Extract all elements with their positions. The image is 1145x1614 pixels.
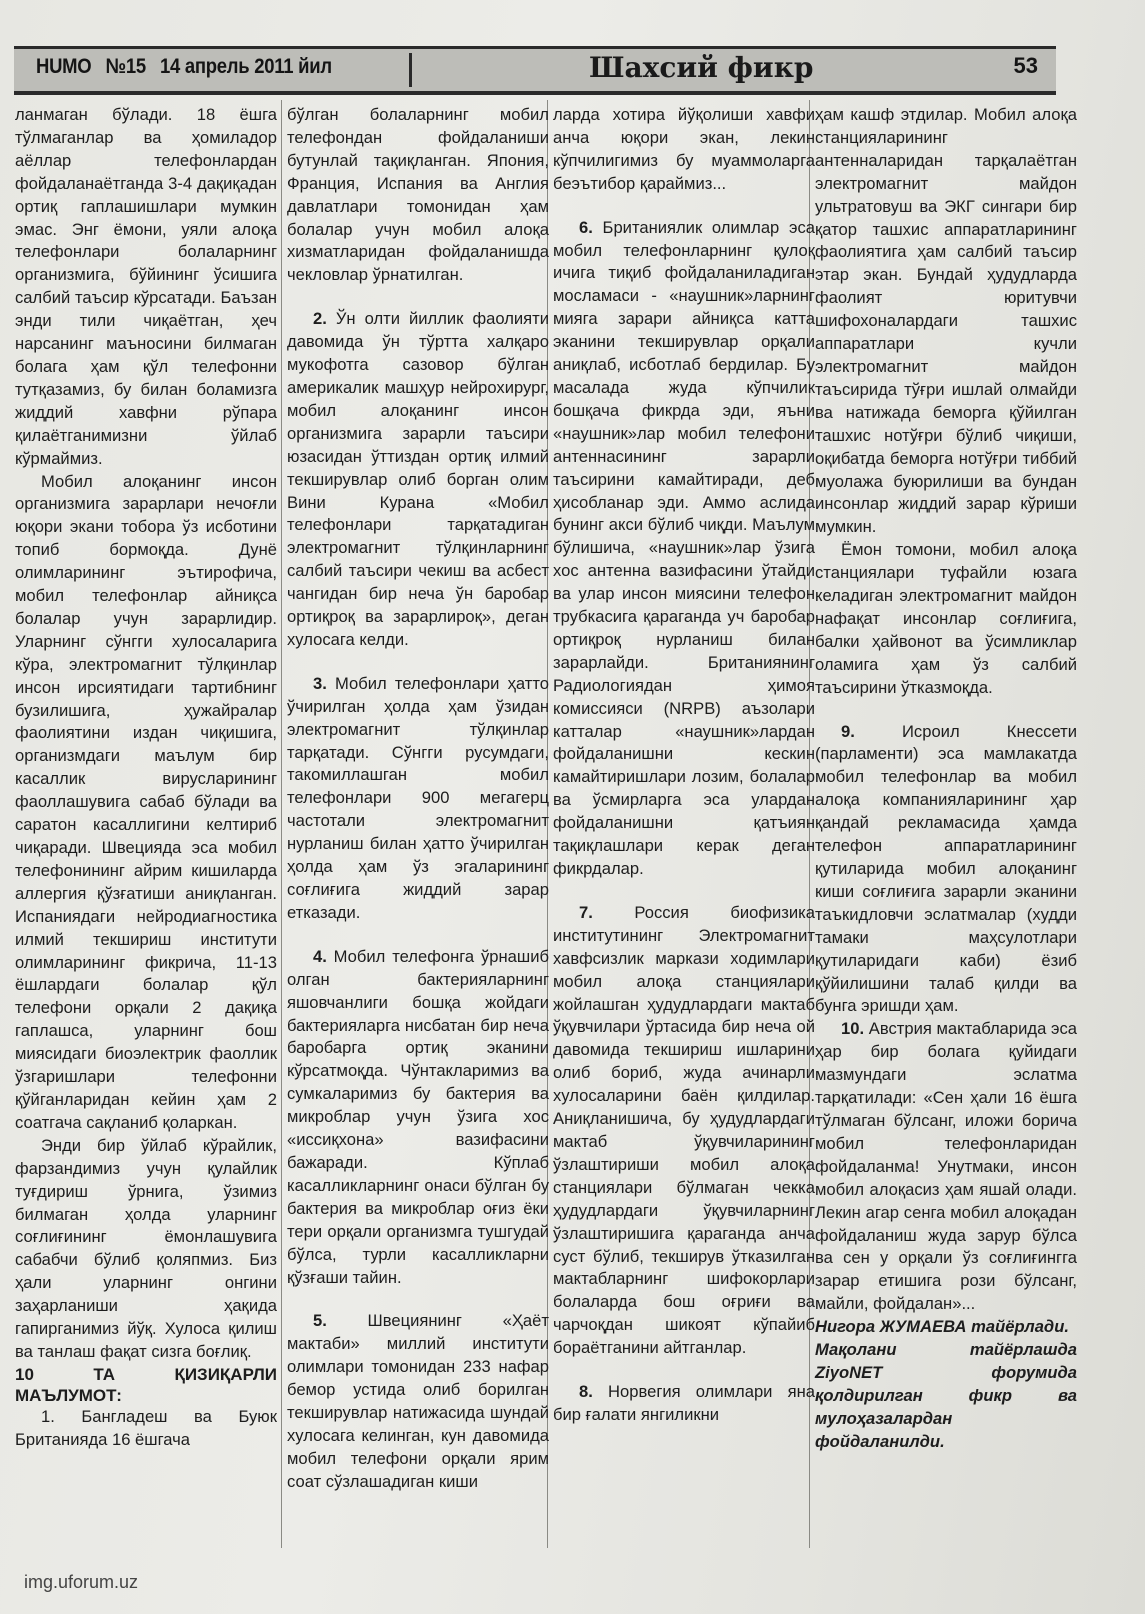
fact-item: 5. Швециянинг «Ҳаёт мактаби» миллий институти олимлари томонидан 233 нафар бемор устида олиб борилган текширувлар натижасида шундай хулосага келинган, кун давомида мобил телефони орқали ярим соат сўзлашадиган киши (287, 1311, 549, 1491)
brand-name: HUMO (36, 55, 92, 78)
item-number: 9. (841, 721, 855, 741)
item-number: 8. (579, 1382, 593, 1402)
paragraph: ланмаган бўлади. 18 ёшга тўлмаганлар ва ҳомиладор аёллар телефонлардан фойдаланаётганда 3-4 дақиқадан ортиқ гаплашишлари мумкин эмас. Энг ёмони, уяли алоқа телефонлари болаларнинг организмига, бўйининг ўсишига салбий таъсир кўрсатади. Баъзан энди тили чиқаётган, ҳеч нарсанинг маъносини билмаган болага ҳам қўл телефонни тутқазамиз, бу билан боламизга жиддий хавфни рўпара қилаётганимизни ўйлаб кўрмаймиз. (15, 105, 277, 468)
article-column-3 (553, 104, 815, 1427)
item-number: 3. (313, 673, 327, 693)
fact-item: 10. Австрия мактабларида эса ҳар бир болага қуйидаги мазмундаги эслатма тарқатилади: «Сен ҳали 16 ёшга тўлмаган бўлсанг, иложи борича мобил телефонларидан фойдаланма! Унутмаки, инсон мобил алоқасиз ҳам яшай олади. Лекин агар сенга мобил алоқадан фойдаланиш жуда зарур бўлса ва сен у орқали ўз соғлиғингга зарар етишига рози бўлсанг, майли, фойдалан»... (815, 1019, 1077, 1314)
author-signature: Нигора ЖУМАЕВА тайёрлади. (815, 1317, 1069, 1337)
paragraph: Мобил алоқанинг инсон организмига зарарлари нечоғли юқори экани тобора ўз исботини топиб бормоқда. Дунё олимларининг эътирофича, мобил телефонлар айниқса болалар учун зарарлидир. Уларнинг сўнгги хулосаларига кўра, электромагнит тўлқинлар инсон ирсиятидаги тартибнинг бузилишига, ҳужайралар фаолиятини издан чиқишига, организмдаги маълум бир касаллик вирусларининг фаоллашувига сабаб бўлади ва саратон касаллигини келтириб чиқаради. Швецияда эса мобил телефонининг айрим кишиларда аллергия қўзғатиши аниқланган. Испаниядаги нейродиагностика илмий текшириш институти олимларининг фикрича, 11-13 ёшлардаги болалар қўл телефони орқали 2 дақиқа гаплашса, уларнинг бош миясидаги биоэлектрик фаоллик ўзгаришлари телефонни қўйганларидан кейин ҳам 2 соатгача сақланиб қоларкан. (15, 471, 277, 1132)
article-column-2 (287, 104, 549, 1494)
header-divider (409, 53, 412, 87)
issue-info (36, 55, 346, 79)
fact-item: 3. Мобил телефонлари ҳатто ўчирилган ҳолда ҳам ўзидан электромагнит тўлқинлар тарқатади. Сўнгги русумдаги, такомиллашган мобил телефонлари 900 мегагерц частотали электромагнит нурланиш билан ҳатто ўчирилган ҳолда ҳам ўз эгаларининг соғлиғига жиддий зарар етказади. (287, 673, 549, 922)
article-column-1 (15, 104, 277, 1452)
paragraph: ҳам кашф этдилар. Мобил алоқа станцияларининг антенналаридан тарқалаётган электромагнит майдон ультратовуш ва ЭКГ сингари бир қатор ташхис аппаратларининг фаолиятига ҳам салбий таъсир этар экан. Бундай ҳудудларда фаолият юритувчи шифохоналардаги ташхис аппаратлари кучли электромагнит майдон таъсирида тўғри ишлай олмайди ва натижада беморга қўйилган ташхис нотўғри бўлиб чиқиши, оқибатда беморга нотўғри тиббий муолажа буюрилиши ва бундан инсонлар жиддий зарар кўриши мумкин. (815, 105, 1077, 537)
page-header (14, 46, 1056, 95)
issue-date: 14 апрель 2011 йил (159, 55, 332, 78)
item-number: 10. (841, 1019, 865, 1039)
item-number: 2. (313, 309, 327, 329)
paragraph: ларда хотира йўқолиши хавфи анча юқори экан, лекин кўпчилигимиз бу муаммоларга беэътибор қараймиз... (553, 105, 815, 193)
item-number: 6. (579, 217, 593, 237)
item-number: 4. (313, 946, 327, 966)
page-number: 53 (1013, 53, 1038, 78)
column-divider (281, 100, 282, 1548)
fact-item: 9. Исроил Кнессети (парламенти) эса мамлакатда мобил телефонлар ва мобил алоқа компанияларининг ҳар қандай рекламасида ҳамда телефон аппаратларининг қутиларида мобил алоқанинг киши соғлиғига зарарли эканини таъкидловчи эслатмалар (худди тамаки маҳсулотлари қутиларидаги каби) ёзиб қўйилишини талаб қилди ва бунга эришди ҳам. (815, 721, 1077, 1016)
issue-number: №15 (105, 55, 146, 78)
section-title: Шахсий фикр (589, 51, 814, 84)
watermark: img.uforum.uz (24, 1572, 139, 1592)
fact-item: 6. Британиялик олимлар эса мобил телефонларнинг қулоқ ичига тиқиб фойдаланиладиган мосламаси - «наушник»ларнинг мияга зарари айниқса катта эканини текширувлар орқали аниқлаб, исботлаб бердилар. Бу масалада жуда кўпчилик бошқача фикрда эди, яъни «наушник»лар мобил телефони антеннасининг зарарли таъсирини камайтиради, деб ҳисобланар эди. Аммо аслида бунинг акси бўлиб чиқди. Маълум бўлишича, «наушник»лар ўзига хос антенна вазифасини ўтайди ва улар инсон миясини телефон трубкасига қараганда уч баробар ортиқроқ нурланиш билан зарарлайди. Британиянинг Радиологиядан ҳимоя комиссияси (NRPB) аъзолари катталар «наушник»лардан фойдаланишни кескин камайтиришлари лозим, болалар ва ўсмирларга эса улардан фойдаланишни қатъиян тақиқлашлари керак деган фикрдалар. (553, 217, 815, 878)
subheading: 10 ТА ҚИЗИҚАРЛИ МАЪЛУМОТ: (15, 1364, 277, 1405)
paragraph: 1. Бангладеш ва Буюк Британияда 16 ёшгача (15, 1406, 277, 1449)
item-number: 5. (313, 1311, 327, 1331)
item-number: 7. (579, 902, 593, 922)
paragraph: Энди бир ўйлаб кўрайлик, фарзандимиз учун қулайлик туғдириш ўрнига, ўзимиз билмаган ҳолда уларнинг соғлиғининг ёмонлашувига сабабчи бўлиб қоляпмиз. Биз ҳали уларнинг онгини заҳарланиши ҳақида гапирганимиз йўқ. Хулоса қилиш ва танлаш фақат сизга боғлиқ. (15, 1135, 277, 1361)
fact-item: 7. Россия биофизика институтининг Электромагнит хавфсизлик маркази ходимлари мобил алоқа станциялари жойлашган ҳудудлардаги мактаб ўқувчилари ўртасида бир неча ой давомида текшириш ишларини олиб бориб, жуда ачинарли хулосаларини баён қилдилар. Аниқланишича, бу ҳудудлардаги мактаб ўқувчиларининг ўзлаштириши мобил алоқа станциялари бўлмаган чекка ҳудудлардаги ўқувчиларнинг ўзлаштиришига қараганда анча суст бўлиб, текширув ўтказилган мактабларнинг шифокорлари болаларда бош оғриғи ва чарчоқдан шикоят кўпайиб бораётганини айтганлар. (553, 902, 815, 1358)
paragraph: бўлган болаларнинг мобил телефондан фойдаланиши бутунлай тақиқланган. Япония, Франция, Испания ва Англия давлатлари томонидан ҳам болалар учун мобил алоқа хизматларидан фойдаланишда чекловлар ўрнатилган. (287, 105, 549, 285)
fact-item: 4. Мобил телефонга ўрнашиб олган бактерияларнинг яшовчанлиги бошқа жойдаги бактерияларга нисбатан бир неча баробарга ортиқ эканини кўрсатмоқда. Чўнтакларимиз ва сумкаларимиз бу бактерия ва микроблар учун ўзига хос «иссиқхона» вазифасини бажаради. Кўплаб касалликларнинг онаси бўлган бу бактерия ва микроблар оғиз ёки тери орқали организмга тушгудай бўлса, турли касалликларни қўзғаши тайин. (287, 946, 549, 1287)
source-note: Мақолани тайёрлашда ZiyoNET форумида қолдирилган фикр ва мулоҳазалардан фойдаланилди. (815, 1340, 1077, 1451)
fact-item: 2. Ўн олти йиллик фаолияти давомида ўн тўртта халқаро мукофотга сазовор бўлган америкалик машҳур нейрохирург, мобил алоқанинг инсон организмига зарарли таъсири юзасидан ўттиздан ортиқ илмий текширувлар олиб борган олим Вини Курана «Мобил телефонлари тарқатадиган электромагнит тўлқинларнинг салбий таъсири чекиш ва асбест чангидан бир неча ўн баробар ортиқроқ ва зарарлироқ», деган хулосага келди. (287, 309, 549, 649)
fact-item: 8. Норвегия олимлари яна бир ғалати янгиликни (553, 1382, 815, 1424)
paragraph: Ёмон томони, мобил алоқа станциялари туфайли юзага келадиган электромагнит майдон нафақат инсонлар соғлиғига, балки ҳайвонот ва ўсимликлар оламига ҳам ўз салбий таъсирини ўтказмоқда. (815, 540, 1077, 697)
article-column-4 (815, 104, 1077, 1454)
